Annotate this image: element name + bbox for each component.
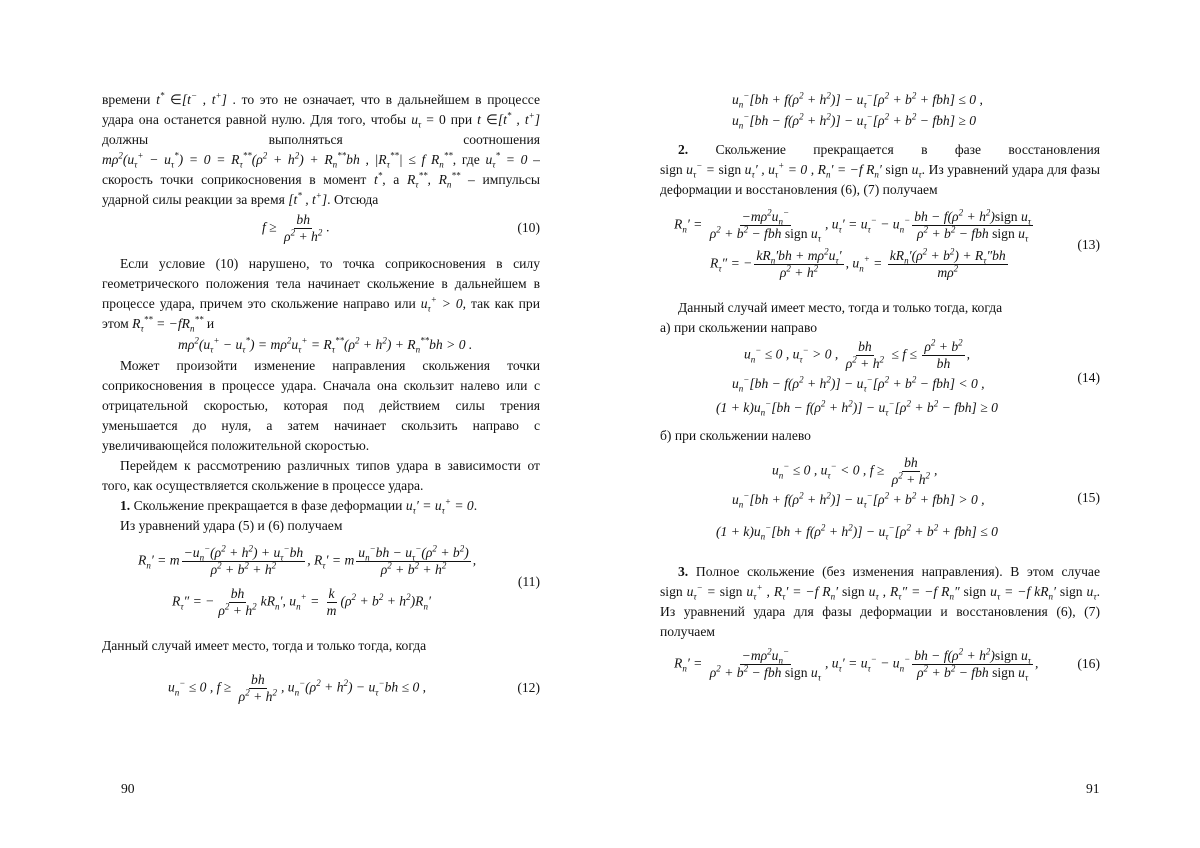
list-item: 3. Полное скольжение (без изменения направления). В этом случае sign $u_\tau^-$ = sign $u_\tau^+$ , $R_\tau' = -f$ $R_n'$ sign $u_\tau$ , $R_\tau'' = -f$ $R_n''$ sign $u_\tau = -f$ $kR_n'$ sign $u_\tau$. Из уравнений удара для фазы деформации и восстановления (6), (7) получаем xyxy=(660,564,1100,639)
left-text-column xyxy=(102,90,540,708)
equation-15: $u_n^- \le 0$ , $u_\tau^- < 0$ , f ≥ $\frac{bh}{\rho^2 + h^2}$ , $u_n^-[bh + f(\rho^2 + h^2)] - u_\tau^-[\rho^2 + b^2 + fbh] > 0$ , $(1 + k)u_n^-[bh + f(\rho^2 + h^2)] - u_\tau^-[\rho^2 + b^2 + fbh] \le 0$ (15) xyxy=(716,454,1100,542)
equation-14: $u_n^- \le 0$ , $u_\tau^- > 0$ , $\frac{bh}{\rho^2 + h^2}$ ≤ f ≤ $\frac{\rho^2 + b^2}{bh}$ , $u_n^-[bh - f(\rho^2 + h^2)] - u_\tau^-[\rho^2 + b^2 - fbh] < 0$ , $(1 + k)u_n^-[bh - f(\rho^2 + h^2)] - u_\tau^-[\rho^2 + b^2 - fbh] \ge 0$ (14) xyxy=(716,336,1100,418)
paragraph: времени t* ∈[t− , t+] . то это не означает, что в дальнейшем в процессе удара она останется равной нулю. Для того, чтобы $u_\tau = 0$ при t ∈[t* , t+] должны выполняться соотношения $m\rho^2(u_\tau^+ - u_\tau^*) = 0 = R_\tau^{**}(\rho^2 + h^2) + R_n^{**}bh$ , $|R_\tau^{**}| \le f$ $R_n^{**}$, где $u_\tau^* = 0$ – скорость точки соприкосновения в момент t*, а $R_\tau^{**}$, $R_n^{**}$ – импульсы ударной силы реакции за время [t* , t+]. Отсюда xyxy=(102,90,541,207)
equation-16: $R_n'$ = $\frac{-m\rho^2u_n^-}{\rho^2 + b^2 - fbh sign u_\tau}$ , $u_\tau' = u_\tau^- - u_n^-$ $\frac{bh - f(\rho^2 + h^2)sign u_\tau}{\rho^2 + b^2 - fbh sign u_\tau}$ , (16) xyxy=(674,645,1100,683)
paragraph: Перейдем к рассмотрению различных типов удара в зависимости от того, как осуществляется скольжение в процессе удара. xyxy=(102,458,540,493)
equation-10: f ≥ $\frac{bh}{\rho^2 + h^2}$ . (10) xyxy=(262,211,540,244)
right-page xyxy=(600,0,1200,848)
paragraph: Из уравнений удара (5) и (6) получаем xyxy=(120,518,343,533)
inline-equation: $m\rho^2(u_\tau^+ - u_\tau^*) = m\rho^2u_\tau^+ = R_\tau^{**}(\rho^2 + h^2) + R_n^{**}bh > 0$ . xyxy=(178,335,473,355)
equation-number: (10) xyxy=(517,220,540,235)
paragraph: б) при скольжении налево xyxy=(660,428,811,443)
list-item: 2. Скольжение прекращается в фазе восстановления sign $u_\tau^-$ = sign $u_\tau'$ , $u_\tau^+ = 0$ , $R_n' = -f$ $R_n'$ sign $u_\tau$. Из уравнений удара для фазы деформации и восстановления (6), (7) получаем xyxy=(660,142,1101,197)
equation-number: (12) xyxy=(517,680,540,695)
equation-number: (15) xyxy=(1077,490,1100,505)
equation-12: $u_n^- \le 0$ , f ≥ $\frac{bh}{\rho^2 + h^2}$ , $u_n^-(\rho^2 + h^2) - u_\tau^-bh \le 0$ , (12) xyxy=(168,671,540,704)
equation-13: $R_n'$ = $\frac{-m\rho^2u_n^-}{\rho^2 + b^2 - fbh sign u_\tau}$ , $u_\tau' = u_\tau^- - u_n^-$ $\frac{bh - f(\rho^2 + h^2)sign u_\tau}{\rho^2 + b^2 - fbh sign u_\tau}$ $R_\tau''$ = − $\frac{kR_n'bh + m\rho^2u_\tau'}{\rho^2 + h^2}$ , $u_n^+$ = $\frac{kR_n'(\rho^2 + b^2) + R_\tau''bh}{m\rho^2}$ (13) xyxy=(674,207,1100,280)
equation-number: (13) xyxy=(1077,237,1100,252)
inline-equation: $u_n^-[bh - f(\rho^2 + h^2)] - u_\tau^-[\rho^2 + b^2 - fbh] \ge 0$ xyxy=(732,111,977,131)
page-number: 90 xyxy=(121,781,135,796)
paragraph: а) при скольжении направо xyxy=(660,320,818,335)
right-text-column xyxy=(660,90,1100,686)
list-item: 1. Скольжение прекращается в фазе деформации $u_\tau' = u_\tau^+ = 0$. xyxy=(120,496,478,516)
page-number: 91 xyxy=(1086,781,1100,796)
paragraph: Если условие (10) нарушено, то точка соприкосновения в силу геометрического положения тела начинает скольжение в дальнейшем в процессе удара, причем это скольжение направо или $u_\tau^+ > 0$, так как при этом $R_\tau^{**} = -fR_n^{**}$ и xyxy=(102,256,540,334)
paragraph: Может произойти изменение направления скольжения точки соприкосновения в процессе удара. Сначала она скользит налево или с отрицательной скоростью, которая под действием силы трения уменьшается до нуля, а затем начинает скользить направо с увеличивающейся положительной скоростью. xyxy=(102,358,540,453)
equation-number: (11) xyxy=(517,574,540,589)
equation-number: (14) xyxy=(1077,370,1100,385)
equation-11: $R_n' = m$ $\frac{-u_n^-(\rho^2 + h^2) + u_\tau^-bh}{\rho^2 + b^2 + h^2}$ , $R_\tau' = m$ $\frac{u_n^-bh - u_\tau^-(\rho^2 + b^2)}{\rho^2 + b^2 + h^2}$ , $R_\tau''$ = − $\frac{bh}{\rho^2 + h^2}$ $kR_n'$, $u_n^+$ = $\frac{k}{m}$ $(\rho^2 + b^2 + h^2)R_n'$ (11) xyxy=(138,543,540,618)
inline-equation: $u_n^-[bh + f(\rho^2 + h^2)] - u_\tau^-[\rho^2 + b^2 + fbh] \le 0$ , xyxy=(732,90,983,110)
paragraph: Данный случай имеет место, тогда и только тогда, когда xyxy=(678,300,1003,315)
equation-number: (16) xyxy=(1077,656,1100,671)
paragraph: Данный случай имеет место, тогда и только тогда, когда xyxy=(102,638,427,653)
